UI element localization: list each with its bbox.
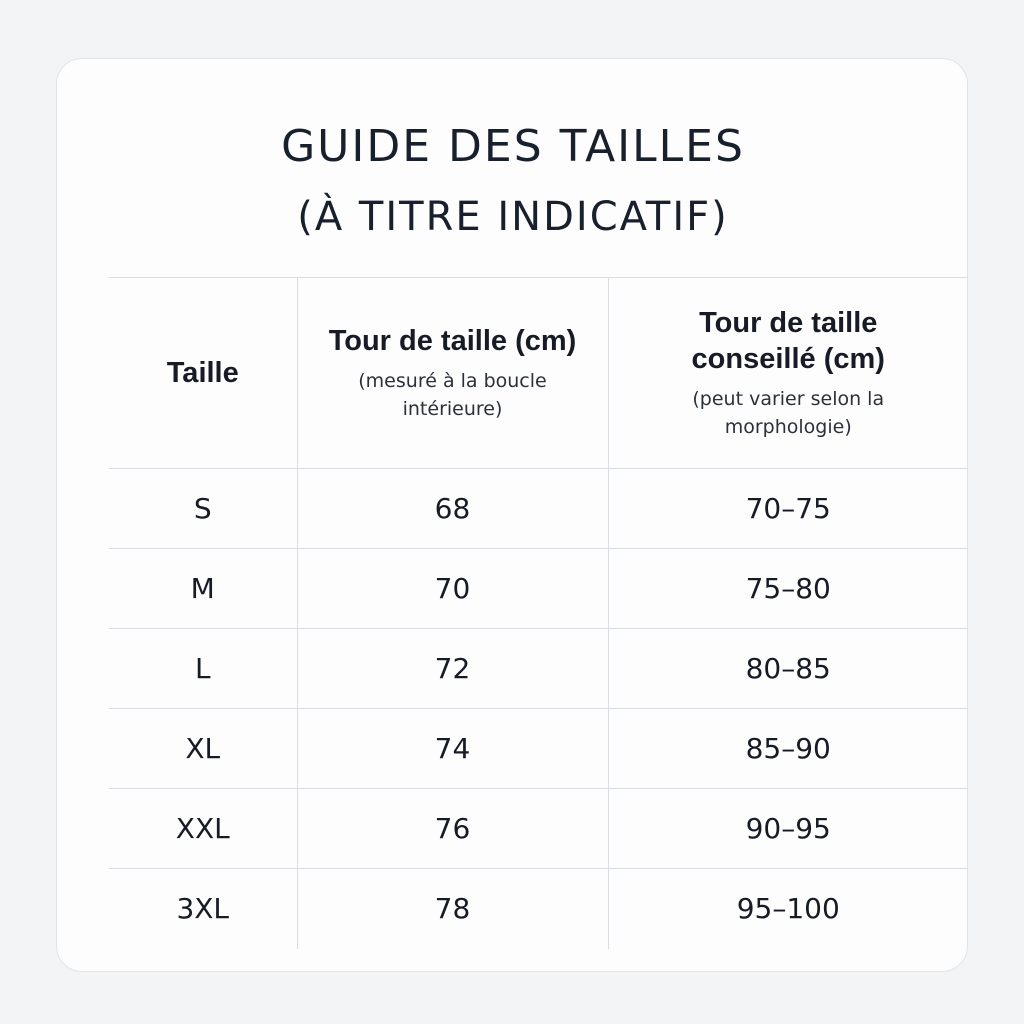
header-recommended [608,278,968,469]
waist-cell: 72 [297,629,608,709]
recommended-cell: 70–75 [608,469,968,549]
recommended-cell: 85–90 [608,709,968,789]
header-recommended-note: (peut varier selon la morphologie) [692,388,885,438]
table-header-row [109,278,968,469]
size-cell: M [109,549,297,629]
table-row [109,789,968,869]
recommended-cell: 95–100 [608,869,968,949]
header-size [109,278,297,469]
size-cell: S [109,469,297,549]
table-row [109,709,968,789]
size-cell: XL [109,709,297,789]
table-row [109,869,968,949]
size-cell: 3XL [109,869,297,949]
table-row [109,549,968,629]
recommended-cell: 80–85 [608,629,968,709]
header-waist-label: Tour de taille (cm) [328,325,577,357]
waist-cell: 68 [297,469,608,549]
size-table [109,277,968,949]
waist-cell: 70 [297,549,608,629]
header-size-label: Taille [166,357,239,389]
recommended-cell: 90–95 [608,789,968,869]
header-recommended-label: Tour de taille conseillé (cm) [691,307,885,375]
header-waist [297,278,608,469]
page-title: GUIDE DES TAILLES [281,121,745,172]
page-subtitle: (À TITRE INDICATIF) [297,194,729,240]
recommended-cell: 75–80 [608,549,968,629]
header-waist-note: (mesuré à la boucle intérieure) [358,370,547,420]
table-row [109,629,968,709]
size-guide-card [56,58,968,972]
size-cell: XXL [109,789,297,869]
waist-cell: 78 [297,869,608,949]
waist-cell: 74 [297,709,608,789]
table-row [109,469,968,549]
size-cell: L [109,629,297,709]
waist-cell: 76 [297,789,608,869]
